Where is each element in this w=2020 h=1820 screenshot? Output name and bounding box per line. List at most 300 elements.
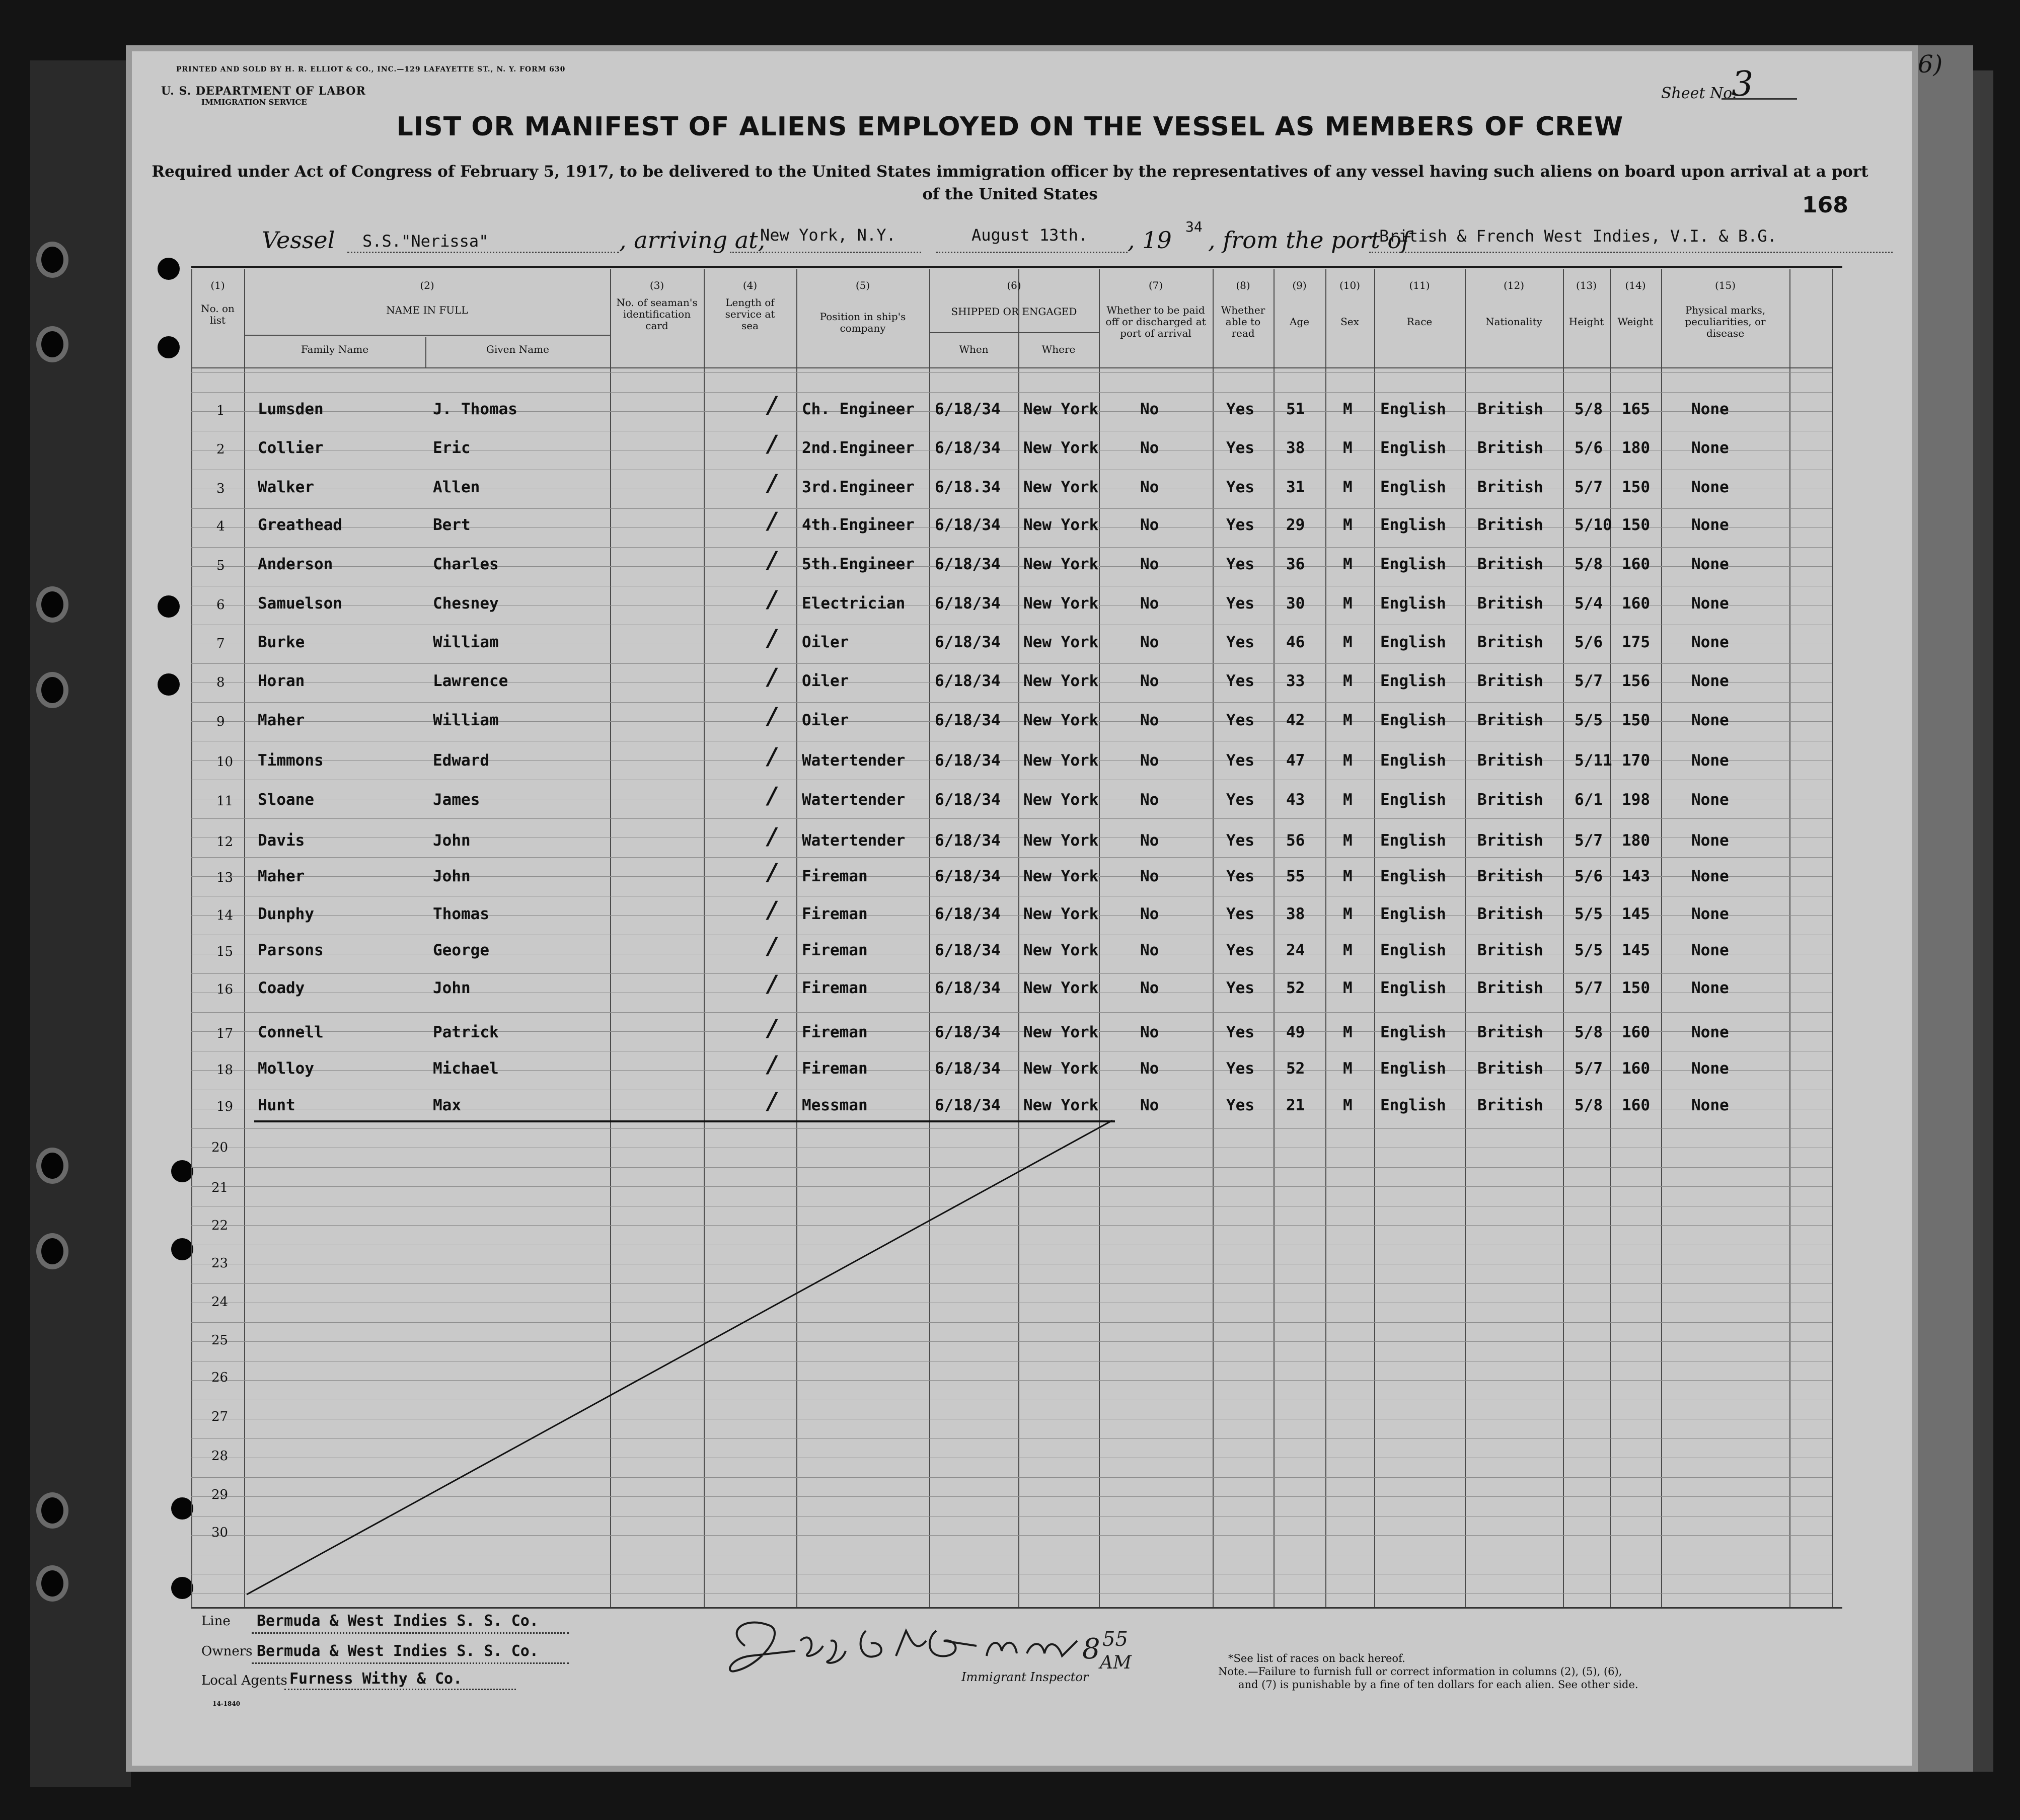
cell-race: English [1380, 831, 1446, 850]
cell-no: 19 [216, 1099, 234, 1114]
cell-paid-off: No [1140, 1023, 1159, 1041]
cell-marks: None [1691, 594, 1729, 613]
cell-height: 5/5 [1575, 711, 1603, 729]
cell-when: 6/18/34 [935, 867, 1001, 885]
cell-weight: 150 [1622, 516, 1650, 534]
table-row [0, 391, 2020, 430]
cell-marks: None [1691, 905, 1729, 923]
cell-sex: M [1343, 711, 1353, 729]
col-header-shipped: SHIPPED OR ENGAGED [951, 306, 1077, 318]
cell-position: Watertender [802, 791, 906, 809]
cell-nationality: British [1477, 633, 1543, 651]
cell-no: 10 [216, 754, 234, 770]
cell-family: Hunt [258, 1096, 295, 1114]
cell-given: J. Thomas [433, 400, 517, 418]
cell-read: Yes [1226, 867, 1254, 885]
check-mark-icon: / [768, 1050, 776, 1078]
races-note: *See list of races on back hereof. [1228, 1652, 1405, 1664]
cell-weight: 170 [1622, 751, 1650, 770]
cell-paid-off: No [1140, 594, 1159, 613]
cell-nationality: British [1477, 941, 1543, 959]
cell-marks: None [1691, 979, 1729, 997]
corner-mark: 6) [1918, 50, 1943, 79]
check-mark-icon: / [768, 469, 776, 496]
cell-age: 30 [1286, 594, 1305, 613]
cell-nationality: British [1477, 594, 1543, 613]
cell-no: 9 [216, 714, 225, 729]
cell-sex: M [1343, 1059, 1353, 1078]
agents-label: Local Agents [201, 1673, 287, 1688]
table-row [0, 742, 2020, 782]
cell-read: Yes [1226, 1096, 1254, 1114]
col-header-age: Age [1289, 316, 1310, 328]
empty-row-number: 22 [211, 1218, 229, 1233]
punch-hole [158, 258, 180, 280]
cell-age: 24 [1286, 941, 1305, 959]
check-mark-icon: / [768, 896, 776, 923]
empty-row-number: 27 [211, 1409, 229, 1424]
cell-marks: None [1691, 711, 1729, 729]
cell-age: 31 [1286, 478, 1305, 496]
cell-where: New York [1023, 594, 1099, 613]
cell-paid-off: No [1140, 516, 1159, 534]
check-mark-icon: / [768, 742, 776, 770]
cell-nationality: British [1477, 672, 1543, 690]
cell-race: English [1380, 1023, 1446, 1041]
cell-sex: M [1343, 439, 1353, 457]
cell-paid-off: No [1140, 400, 1159, 418]
stamp-number: 168 [1802, 192, 1848, 218]
cell-read: Yes [1226, 831, 1254, 850]
cell-when: 6/18/34 [935, 633, 1001, 651]
cell-read: Yes [1226, 1059, 1254, 1078]
page-title: LIST OR MANIFEST OF ALIENS EMPLOYED ON THE VESSEL AS MEMBERS OF CREW [396, 112, 1624, 142]
cell-no: 2 [216, 442, 225, 457]
cell-family: Greathead [258, 516, 342, 534]
subtitle-line-2: of the United States [922, 185, 1098, 203]
table-row [0, 624, 2020, 663]
cell-weight: 150 [1622, 711, 1650, 729]
cell-position: Messman [802, 1096, 868, 1114]
line-label: Line [201, 1614, 231, 1629]
cell-family: Connell [258, 1023, 324, 1041]
cell-age: 52 [1286, 979, 1305, 997]
table-row [0, 1014, 2020, 1053]
cell-where: New York [1023, 400, 1099, 418]
col-num-9: (9) [1292, 279, 1307, 291]
cell-race: English [1380, 400, 1446, 418]
cell-given: John [433, 979, 471, 997]
cell-when: 6/18/34 [935, 711, 1001, 729]
inspector-label: Immigrant Inspector [961, 1670, 1089, 1684]
cell-no: 18 [216, 1063, 234, 1078]
cell-paid-off: No [1140, 439, 1159, 457]
cell-paid-off: No [1140, 478, 1159, 496]
cell-age: 52 [1286, 1059, 1305, 1078]
cell-read: Yes [1226, 905, 1254, 923]
cell-marks: None [1691, 516, 1729, 534]
cell-nationality: British [1477, 1023, 1543, 1041]
table-row [0, 896, 2020, 935]
col-header-name: NAME IN FULL [386, 304, 468, 316]
check-mark-icon: / [768, 546, 776, 573]
cell-height: 5/8 [1575, 555, 1603, 573]
cell-height: 5/8 [1575, 400, 1603, 418]
empty-row-number: 30 [211, 1525, 229, 1540]
cell-no: 3 [216, 481, 225, 496]
cell-no: 12 [216, 835, 234, 850]
cell-age: 36 [1286, 555, 1305, 573]
cell-where: New York [1023, 831, 1099, 850]
col-num-10: (10) [1339, 279, 1361, 291]
cell-family: Anderson [258, 555, 333, 573]
check-mark-icon: / [768, 1087, 776, 1114]
line-value: Bermuda & West Indies S. S. Co. [257, 1612, 539, 1630]
cell-paid-off: No [1140, 751, 1159, 770]
cell-when: 6/18.34 [935, 478, 1001, 496]
cell-race: English [1380, 1059, 1446, 1078]
cell-when: 6/18/34 [935, 905, 1001, 923]
empty-row-number: 29 [211, 1487, 229, 1502]
cell-read: Yes [1226, 439, 1254, 457]
punch-hole [171, 1577, 193, 1599]
cell-when: 6/18/34 [935, 439, 1001, 457]
cell-height: 5/8 [1575, 1096, 1603, 1114]
cell-family: Sloane [258, 791, 314, 809]
col-header-when: When [959, 343, 989, 355]
empty-row-number: 25 [211, 1333, 229, 1348]
cell-no: 13 [216, 870, 234, 885]
cell-race: English [1380, 979, 1446, 997]
cell-sex: M [1343, 672, 1353, 690]
cell-paid-off: No [1140, 672, 1159, 690]
cell-nationality: British [1477, 478, 1543, 496]
cell-weight: 180 [1622, 439, 1650, 457]
service-name: IMMIGRATION SERVICE [201, 98, 307, 107]
cell-paid-off: No [1140, 905, 1159, 923]
cell-no: 16 [216, 982, 234, 997]
cell-position: 5th.Engineer [802, 555, 915, 573]
empty-row-number: 28 [211, 1449, 229, 1464]
cell-marks: None [1691, 867, 1729, 885]
cell-race: English [1380, 905, 1446, 923]
col-header-length-of-service: Length of service at sea [725, 296, 775, 332]
cell-paid-off: No [1140, 979, 1159, 997]
cell-no: 1 [216, 403, 225, 418]
cell-given: James [433, 791, 480, 809]
check-mark-icon: / [768, 663, 776, 690]
department-name: U. S. DEPARTMENT OF LABOR [161, 85, 366, 98]
cell-nationality: British [1477, 791, 1543, 809]
cell-nationality: British [1477, 1059, 1543, 1078]
cell-height: 5/7 [1575, 478, 1603, 496]
cell-read: Yes [1226, 555, 1254, 573]
table-row [0, 970, 2020, 1009]
cell-marks: None [1691, 1023, 1729, 1041]
col-num-5: (5) [855, 279, 870, 291]
cell-read: Yes [1226, 711, 1254, 729]
cell-where: New York [1023, 867, 1099, 885]
cell-height: 5/6 [1575, 633, 1603, 651]
cell-height: 5/6 [1575, 867, 1603, 885]
col-header-given-name: Given Name [486, 343, 549, 355]
cell-position: Fireman [802, 941, 868, 959]
cell-nationality: British [1477, 751, 1543, 770]
table-row [0, 858, 2020, 897]
cell-weight: 160 [1622, 594, 1650, 613]
cell-age: 55 [1286, 867, 1305, 885]
table-row [0, 585, 2020, 625]
col-header-family-name: Family Name [301, 343, 369, 355]
check-mark-icon: / [768, 391, 776, 418]
cell-race: English [1380, 516, 1446, 534]
cell-where: New York [1023, 1059, 1099, 1078]
cell-race: English [1380, 751, 1446, 770]
cell-paid-off: No [1140, 941, 1159, 959]
cell-no: 8 [216, 675, 225, 690]
cell-height: 5/5 [1575, 941, 1603, 959]
cell-nationality: British [1477, 867, 1543, 885]
cell-family: Davis [258, 831, 305, 850]
owners-label: Owners [201, 1644, 253, 1659]
cell-age: 47 [1286, 751, 1305, 770]
vessel-name: S.S."Nerissa" [362, 232, 489, 251]
cell-weight: 198 [1622, 791, 1650, 809]
form-number: 14-1840 [212, 1700, 241, 1707]
cell-height: 5/10 [1575, 516, 1612, 534]
cell-sex: M [1343, 478, 1353, 496]
cell-paid-off: No [1140, 555, 1159, 573]
col-num-14: (14) [1625, 279, 1646, 291]
cell-sex: M [1343, 905, 1353, 923]
check-mark-icon: / [768, 858, 776, 885]
binder-hole [41, 1570, 63, 1597]
cell-position: Fireman [802, 905, 868, 923]
cell-race: English [1380, 594, 1446, 613]
cell-paid-off: No [1140, 1096, 1159, 1114]
cell-weight: 180 [1622, 831, 1650, 850]
cell-when: 6/18/34 [935, 791, 1001, 809]
cell-given: John [433, 867, 471, 885]
cell-given: Thomas [433, 905, 489, 923]
cell-position: Fireman [802, 1023, 868, 1041]
cell-read: Yes [1226, 751, 1254, 770]
cell-marks: None [1691, 791, 1729, 809]
col-header-paid-off: Whether to be paid off or discharged at port of arrival [1105, 304, 1206, 339]
check-mark-icon: / [768, 782, 776, 809]
binder-hole [41, 1238, 63, 1264]
cell-marks: None [1691, 400, 1729, 418]
subtitle-line-1: Required under Act of Congress of February 5, 1917, to be delivered to the United States immigration officer by the representatives of any vessel having such aliens on board upon arrival at a port [152, 163, 1868, 181]
col-num-15: (15) [1714, 279, 1736, 291]
penalty-note-line-1: Note.—Failure to furnish full or correct information in columns (2), (5), (6), [1218, 1665, 1622, 1678]
cell-given: Max [433, 1096, 461, 1114]
cell-sex: M [1343, 1096, 1353, 1114]
cell-sex: M [1343, 751, 1353, 770]
check-mark-icon: / [768, 822, 776, 850]
empty-row-number: 20 [211, 1140, 229, 1155]
cell-given: Bert [433, 516, 471, 534]
cell-given: John [433, 831, 471, 850]
cell-position: Watertender [802, 831, 906, 850]
col-num-13: (13) [1576, 279, 1597, 291]
cell-sex: M [1343, 979, 1353, 997]
cell-marks: None [1691, 1059, 1729, 1078]
cell-family: Maher [258, 867, 305, 885]
cell-weight: 175 [1622, 633, 1650, 651]
cell-read: Yes [1226, 1023, 1254, 1041]
diagonal-strike-line [242, 1116, 1128, 1600]
col-header-height: Height [1568, 316, 1604, 328]
cell-read: Yes [1226, 672, 1254, 690]
cell-no: 6 [216, 597, 225, 613]
check-mark-icon: / [768, 585, 776, 613]
empty-row-number: 24 [211, 1295, 229, 1310]
cell-no: 14 [216, 908, 234, 923]
cell-sex: M [1343, 555, 1353, 573]
cell-position: Ch. Engineer [802, 400, 915, 418]
cell-paid-off: No [1140, 867, 1159, 885]
cell-marks: None [1691, 633, 1729, 651]
cell-position: Fireman [802, 867, 868, 885]
cell-sex: M [1343, 1023, 1353, 1041]
cell-given: Allen [433, 478, 480, 496]
cell-sex: M [1343, 516, 1353, 534]
cell-read: Yes [1226, 594, 1254, 613]
table-row [0, 782, 2020, 821]
cell-race: English [1380, 633, 1446, 651]
printer-line: PRINTED AND SOLD BY H. R. ELLIOT & CO., INC.—129 LAFAYETTE ST., N. Y. FORM 630 [176, 65, 566, 73]
cell-when: 6/18/34 [935, 672, 1001, 690]
svg-text:55: 55 [1102, 1628, 1128, 1651]
cell-when: 6/18/34 [935, 594, 1001, 613]
col-num-3: (3) [649, 279, 664, 291]
cell-sex: M [1343, 633, 1353, 651]
cell-where: New York [1023, 672, 1099, 690]
table-row [0, 822, 2020, 862]
cell-weight: 160 [1622, 555, 1650, 573]
table-row [0, 430, 2020, 469]
cell-position: Oiler [802, 711, 849, 729]
cell-nationality: British [1477, 979, 1543, 997]
agents-value: Furness Withy & Co. [289, 1670, 463, 1688]
cell-where: New York [1023, 1023, 1099, 1041]
cell-no: 11 [216, 794, 234, 809]
col-header-nationality: Nationality [1485, 316, 1542, 328]
from-port: British & French West Indies, V.I. & B.G. [1379, 226, 1777, 246]
cell-where: New York [1023, 633, 1099, 651]
col-header-id-card: No. of seaman's identification card [616, 296, 698, 332]
from-port-label: , from the port of [1208, 226, 1410, 254]
sheet-number: 3 [1732, 64, 1754, 104]
cell-position: Oiler [802, 633, 849, 651]
cell-given: George [433, 941, 489, 959]
punch-hole [171, 1497, 193, 1520]
cell-marks: None [1691, 831, 1729, 850]
cell-paid-off: No [1140, 791, 1159, 809]
cell-marks: None [1691, 751, 1729, 770]
cell-when: 6/18/34 [935, 831, 1001, 850]
cell-where: New York [1023, 1096, 1099, 1114]
cell-marks: None [1691, 1096, 1729, 1114]
cell-age: 21 [1286, 1096, 1305, 1114]
cell-weight: 165 [1622, 400, 1650, 418]
cell-family: Dunphy [258, 905, 314, 923]
table-row [0, 932, 2020, 971]
col-header-race: Race [1406, 316, 1433, 328]
cell-age: 29 [1286, 516, 1305, 534]
cell-race: English [1380, 791, 1446, 809]
cell-age: 49 [1286, 1023, 1305, 1041]
cell-no: 17 [216, 1026, 234, 1041]
cell-weight: 156 [1622, 672, 1650, 690]
cell-position: Fireman [802, 979, 868, 997]
col-num-1: (1) [210, 279, 225, 291]
cell-nationality: British [1477, 1096, 1543, 1114]
cell-nationality: British [1477, 400, 1543, 418]
col-header-weight: Weight [1617, 316, 1654, 328]
cell-weight: 160 [1622, 1059, 1650, 1078]
cell-position: 2nd.Engineer [802, 439, 915, 457]
col-header-physical-marks: Physical marks, peculiarities, or disease [1685, 304, 1766, 339]
cell-where: New York [1023, 555, 1099, 573]
cell-when: 6/18/34 [935, 516, 1001, 534]
cell-given: Chesney [433, 594, 499, 613]
cell-family: Molloy [258, 1059, 314, 1078]
cell-family: Timmons [258, 751, 324, 770]
cell-read: Yes [1226, 400, 1254, 418]
empty-row-number: 21 [211, 1180, 229, 1195]
check-mark-icon: / [768, 624, 776, 651]
col-num-4: (4) [742, 279, 758, 291]
cell-position: 3rd.Engineer [802, 478, 915, 496]
cell-family: Walker [258, 478, 314, 496]
cell-height: 5/6 [1575, 439, 1603, 457]
cell-read: Yes [1226, 979, 1254, 997]
cell-race: English [1380, 867, 1446, 885]
cell-nationality: British [1477, 439, 1543, 457]
punch-hole [171, 1238, 193, 1260]
col-header-sex: Sex [1340, 316, 1359, 328]
cell-given: Edward [433, 751, 489, 770]
col-header-able-to-read: Whether able to read [1221, 304, 1265, 339]
penalty-note-line-2: and (7) is punishable by a fine of ten dollars for each alien. See other side. [1238, 1679, 1638, 1691]
cell-height: 5/7 [1575, 1059, 1603, 1078]
cell-position: Electrician [802, 594, 906, 613]
cell-weight: 143 [1622, 867, 1650, 885]
cell-race: English [1380, 711, 1446, 729]
cell-where: New York [1023, 439, 1099, 457]
check-mark-icon: / [768, 970, 776, 997]
binder-hole [41, 331, 63, 357]
cell-weight: 150 [1622, 478, 1650, 496]
punch-hole [158, 336, 180, 358]
cell-sex: M [1343, 831, 1353, 850]
cell-age: 46 [1286, 633, 1305, 651]
cell-where: New York [1023, 905, 1099, 923]
cell-when: 6/18/34 [935, 400, 1001, 418]
cell-race: English [1380, 555, 1446, 573]
cell-height: 5/11 [1575, 751, 1612, 770]
cell-sex: M [1343, 594, 1353, 613]
cell-height: 5/7 [1575, 979, 1603, 997]
cell-age: 51 [1286, 400, 1305, 418]
cell-marks: None [1691, 941, 1729, 959]
binder-hole [41, 1497, 63, 1524]
cell-family: Lumsden [258, 400, 324, 418]
cell-race: English [1380, 941, 1446, 959]
cell-height: 6/1 [1575, 791, 1603, 809]
